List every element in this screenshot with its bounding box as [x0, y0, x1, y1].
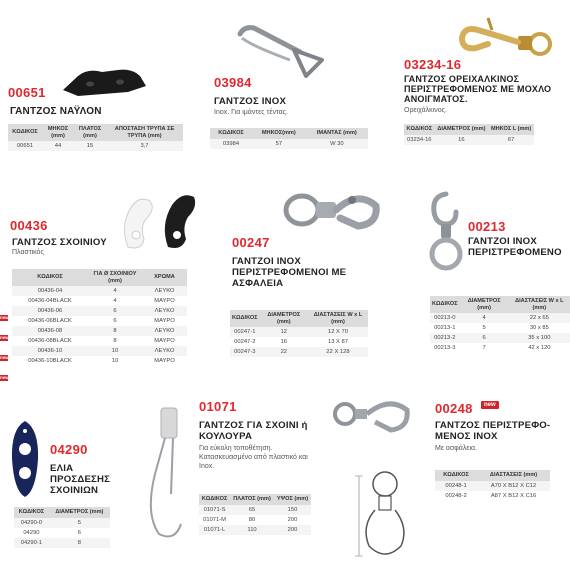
product-title: ΓΑΝΤΖΟΣ INOX: [214, 96, 287, 107]
table-cell: 6: [88, 306, 142, 316]
table-cell: 00213-3: [434, 345, 456, 351]
table-cell: 01071-S: [199, 505, 230, 515]
spec-table: [435, 470, 550, 501]
col-header: ΔΙΑΣΤΑΣΕΙΣ W x L (mm): [509, 296, 570, 313]
table-row: [14, 538, 110, 548]
table-header-row: [210, 128, 368, 139]
product-code: 00651: [8, 85, 46, 100]
table-cell: A70 X B12 X C12: [477, 481, 550, 491]
table-cell: 4: [460, 313, 509, 323]
table-cell: 7: [482, 345, 486, 351]
product-00436: [0, 185, 190, 400]
table-cell: 8: [49, 538, 110, 548]
col-header: ΚΩΔΙΚΟΣ: [210, 128, 252, 139]
table-cell: 200: [274, 525, 311, 535]
new-badge: new: [0, 335, 9, 340]
product-subtitle: Για εύκολη τοποθέτηση. Κατασκευασμένο από πλαστικό και Inox.: [199, 445, 308, 470]
table-row: [199, 525, 311, 535]
table-cell: 16: [280, 339, 288, 345]
table-cell: A87 X B12 X C16: [490, 492, 537, 499]
nylon-hook-image: [58, 62, 148, 102]
col-header: ΔΙΑΜΕΤΡΟΣ (mm): [49, 507, 110, 518]
table-row: [12, 286, 187, 296]
table-row: [14, 528, 110, 538]
table-cell: 00247-3: [230, 347, 260, 357]
swivel-snap-shackle-image: [278, 170, 388, 240]
product-subtitle: Ορειχάλκινος.: [404, 107, 447, 114]
inox-snap-hook-image: [230, 20, 330, 80]
table-cell: 00651: [8, 141, 42, 151]
product-00248: [325, 392, 570, 570]
table-cell: 12 X 70: [308, 327, 368, 337]
table-cell: 01071-L: [199, 525, 230, 535]
col-header: ΧΡΩΜΑ: [142, 269, 187, 286]
table-header-row: [430, 296, 570, 313]
table-cell: 15: [74, 141, 106, 151]
product-code: 00247: [232, 235, 270, 250]
table-cell: 00436-08BLACK: [28, 338, 72, 344]
table-cell: 00248-1: [435, 481, 477, 491]
table-cell: 150: [274, 505, 311, 515]
table-cell: 04290: [23, 529, 40, 536]
product-code: 00213: [468, 219, 506, 234]
product-title: ΓΑΝΤΖΟΙ INOX ΠΕΡΙΣΤΡΕΦΟΜΕΝΟΙ ΜΕ ΑΣΦΑΛΕΙΑ: [232, 256, 347, 289]
col-header: ΔΙΑΜΕΤΡΟΣ (mm): [260, 310, 308, 327]
col-header: ΜΗΚΟΣ (mm): [42, 124, 74, 141]
product-title: ΓΑΝΤΖΟΣ ΓΙΑ ΣΧΟΙΝΙ ή ΚΟΥΛΟΥΡΑ: [199, 420, 308, 442]
rope-coil-hanger-image: [135, 404, 205, 544]
table-header-row: [199, 494, 311, 505]
table-cell: 00213-2: [430, 333, 460, 343]
table-cell: 22 X 128: [308, 347, 368, 357]
product-title: ΓΑΝΤΖΟΣ ΠΕΡΙΣΤΡΕΦΟ-ΜΕΝΟΣ INOX: [435, 420, 551, 442]
col-header: ΚΩΔΙΚΟΣ: [8, 124, 42, 141]
table-header-row: [12, 269, 187, 286]
table-cell: 00213-0: [430, 313, 460, 323]
table-cell: 44: [42, 141, 74, 151]
col-header: ΔΙΑΣΤΑΣΕΙΣ (mm): [477, 470, 550, 481]
table-cell: 04290-1: [14, 538, 49, 548]
table-cell: 200: [287, 516, 298, 523]
table-cell: ΛΕΥΚΟ: [142, 346, 187, 356]
spec-table: [210, 128, 368, 149]
swivel-hook-diagram-image: [355, 466, 415, 566]
table-cell: 10: [111, 358, 119, 364]
product-title: ΓΑΝΤΖΟΣ ΝΑΫΛΟΝ: [10, 106, 102, 117]
table-cell: 00436-10: [12, 346, 88, 356]
col-header: ΑΠΟΣΤΑΣΗ ΤΡΥΠΑ ΣΕ ΤΡΥΠΑ (mm): [106, 124, 183, 141]
spec-table: [404, 124, 534, 145]
col-header: ΙΜΑΝΤΑΣ (mm): [306, 128, 368, 139]
table-cell: ΛΕΥΚΟ: [142, 326, 187, 336]
table-row: [435, 491, 550, 501]
new-badge: new: [0, 375, 9, 380]
table-cell: 22 x 65: [509, 313, 570, 323]
table-cell: 01071-M: [203, 516, 227, 523]
table-cell: 00247-1: [230, 327, 260, 337]
col-header: ΔΙΑΜΕΤΡΟΣ (mm): [435, 124, 489, 135]
rope-hook-black-image: [160, 185, 200, 255]
product-code: 00436: [10, 218, 48, 233]
table-cell: 57: [252, 139, 306, 149]
table-row: [430, 343, 570, 353]
table-cell: ΛΕΥΚΟ: [142, 286, 187, 296]
table-cell: 65: [230, 505, 274, 515]
product-00213: [420, 188, 570, 378]
table-cell: W 30: [306, 139, 368, 149]
table-cell: ΛΕΥΚΟ: [142, 306, 187, 316]
table-cell: 00213-1: [434, 325, 456, 331]
swivel-eye-hook-image: [426, 190, 466, 280]
brass-swivel-hook-image: [448, 8, 558, 64]
table-cell: ΜΑΥΡΟ: [154, 338, 175, 344]
table-cell: 10: [88, 346, 142, 356]
table-row: [12, 336, 187, 346]
col-header: ΔΙΑΜΕΤΡΟΣ (mm): [460, 296, 509, 313]
col-header: ΠΛΑΤΟΣ (mm): [74, 124, 106, 141]
col-header: ΓΙΑ Ø ΣΧΟΙΝΙΟΥ (mm): [88, 269, 142, 286]
table-row: [12, 296, 187, 306]
spec-table: [430, 296, 570, 353]
col-header: ΠΛΑΤΟΣ (mm): [230, 494, 274, 505]
table-row: [14, 518, 110, 528]
col-header: ΚΩΔΙΚΟΣ: [435, 470, 477, 481]
table-cell: 00436-06: [12, 306, 88, 316]
table-header-row: [435, 470, 550, 481]
table-cell: ΜΑΥΡΟ: [154, 358, 175, 364]
table-row: [230, 327, 368, 337]
table-row: [8, 141, 183, 151]
spec-table: [230, 310, 368, 357]
product-01071: [125, 398, 325, 570]
table-cell: 00436-10BLACK: [28, 358, 72, 364]
table-cell: 12: [260, 327, 308, 337]
spec-table: [8, 124, 183, 151]
spec-table: [14, 507, 110, 548]
table-cell: 04290-0: [14, 518, 49, 528]
table-row: [12, 316, 187, 326]
table-cell: 5: [49, 518, 110, 528]
table-cell: ΜΑΥΡΟ: [154, 298, 175, 304]
product-code: 01071: [199, 399, 237, 414]
table-row: [230, 337, 368, 347]
swivel-hook-photo-image: [329, 392, 419, 442]
table-header-row: [14, 507, 110, 518]
table-cell: 8: [88, 326, 142, 336]
table-cell: 110: [230, 525, 274, 535]
table-row: [199, 505, 311, 515]
product-code: 00248: [435, 401, 473, 416]
product-title: ΓΑΝΤΖΟΣ ΟΡΕΙΧΑΛΚΙΝΟΣ ΠΕΡΙΣΤΡΕΦΟΜΕΝΟΣ ΜΕ ΜΟΧΛΟ ΑΝΟΙΓΜΑΤΟΣ.: [404, 74, 552, 104]
table-row: [430, 323, 570, 333]
new-badge: new: [0, 315, 9, 320]
col-header: ΚΩΔΙΚΟΣ: [430, 296, 460, 313]
table-cell: 5: [482, 325, 486, 331]
col-header: ΚΩΔΙΚΟΣ: [404, 124, 435, 135]
table-row: [12, 346, 187, 356]
col-header: ΚΩΔΙΚΟΣ: [199, 494, 230, 505]
product-00247: [228, 170, 378, 380]
table-cell: 80: [248, 516, 256, 523]
table-header-row: [230, 310, 368, 327]
table-cell: 4: [88, 286, 142, 296]
table-cell: 13 X 87: [328, 339, 348, 345]
table-cell: 22: [260, 347, 308, 357]
col-header: ΚΩΔΙΚΟΣ: [230, 310, 260, 327]
table-cell: ΜΑΥΡΟ: [154, 318, 175, 324]
table-cell: 42 x 120: [528, 345, 551, 351]
table-cell: 00436-04: [12, 286, 88, 296]
table-row: [430, 313, 570, 323]
table-cell: 30 x 85: [529, 325, 549, 331]
rope-hook-white-image: [118, 187, 158, 257]
product-subtitle: Πλαστικός: [12, 249, 44, 256]
table-cell: 67: [488, 135, 534, 145]
col-header: ΜΗΚΟΣ L (mm): [488, 124, 534, 135]
table-cell: 6: [77, 529, 81, 536]
table-cell: 00436-06BLACK: [28, 318, 72, 324]
col-header: ΚΩΔΙΚΟΣ: [14, 507, 49, 518]
table-cell: 6: [113, 318, 117, 324]
table-cell: 03234-16: [404, 135, 435, 145]
table-cell: 03984: [210, 139, 252, 149]
table-cell: 3,7: [106, 141, 183, 151]
table-cell: 00247-2: [234, 339, 256, 345]
product-04290: [0, 405, 120, 570]
product-subtitle: Με ασφάλεια.: [435, 445, 478, 452]
table-cell: 00436-04BLACK: [28, 298, 72, 304]
product-subtitle: Inox. Για ιμάντες τέντας.: [214, 109, 288, 116]
product-title: ΓΑΝΤΖΟΣ ΣΧΟΙΝΙΟΥ: [12, 237, 107, 248]
table-cell: 00248-2: [445, 492, 467, 499]
table-cell: 00436-08: [12, 326, 88, 336]
col-header: ΜΗΚΟΣ(mm): [252, 128, 306, 139]
table-row: [230, 347, 368, 357]
table-row: [404, 135, 534, 145]
table-row: [210, 139, 368, 149]
table-cell: 35 x 100: [509, 333, 570, 343]
product-code: 04290: [50, 442, 88, 457]
product-code: 03234-16: [404, 57, 462, 72]
table-cell: 16: [435, 135, 489, 145]
product-title: ΕΛΙΑ ΠΡΟΣΔΕΣΗΣ ΣΧΟΙΝΙΩΝ: [50, 463, 111, 496]
table-row: [199, 515, 311, 525]
table-header-row: [8, 124, 183, 141]
col-header: ΔΙΑΣΤΑΣΕΙΣ W x L (mm): [308, 310, 368, 327]
table-cell: 8: [113, 338, 117, 344]
product-code: 03984: [214, 75, 252, 90]
table-row: [430, 333, 570, 343]
table-row: [12, 306, 187, 316]
table-cell: 4: [113, 298, 117, 304]
col-header: ΥΨΟΣ (mm): [274, 494, 311, 505]
rope-tensioner-image: [8, 419, 42, 499]
table-row: [12, 326, 187, 336]
table-row: [12, 356, 187, 366]
spec-table: [199, 494, 311, 535]
new-badge: new: [0, 355, 9, 360]
spec-table: [12, 269, 187, 366]
product-title: ΓΑΝΤΖΟΙ INOX ΠΕΡΙΣΤΡΕΦΟΜΕΝΟ: [468, 236, 562, 258]
new-badge: new: [481, 401, 499, 409]
col-header: ΚΩΔΙΚΟΣ: [12, 269, 88, 286]
table-cell: 6: [460, 333, 509, 343]
table-header-row: [404, 124, 534, 135]
table-row: [435, 481, 550, 491]
